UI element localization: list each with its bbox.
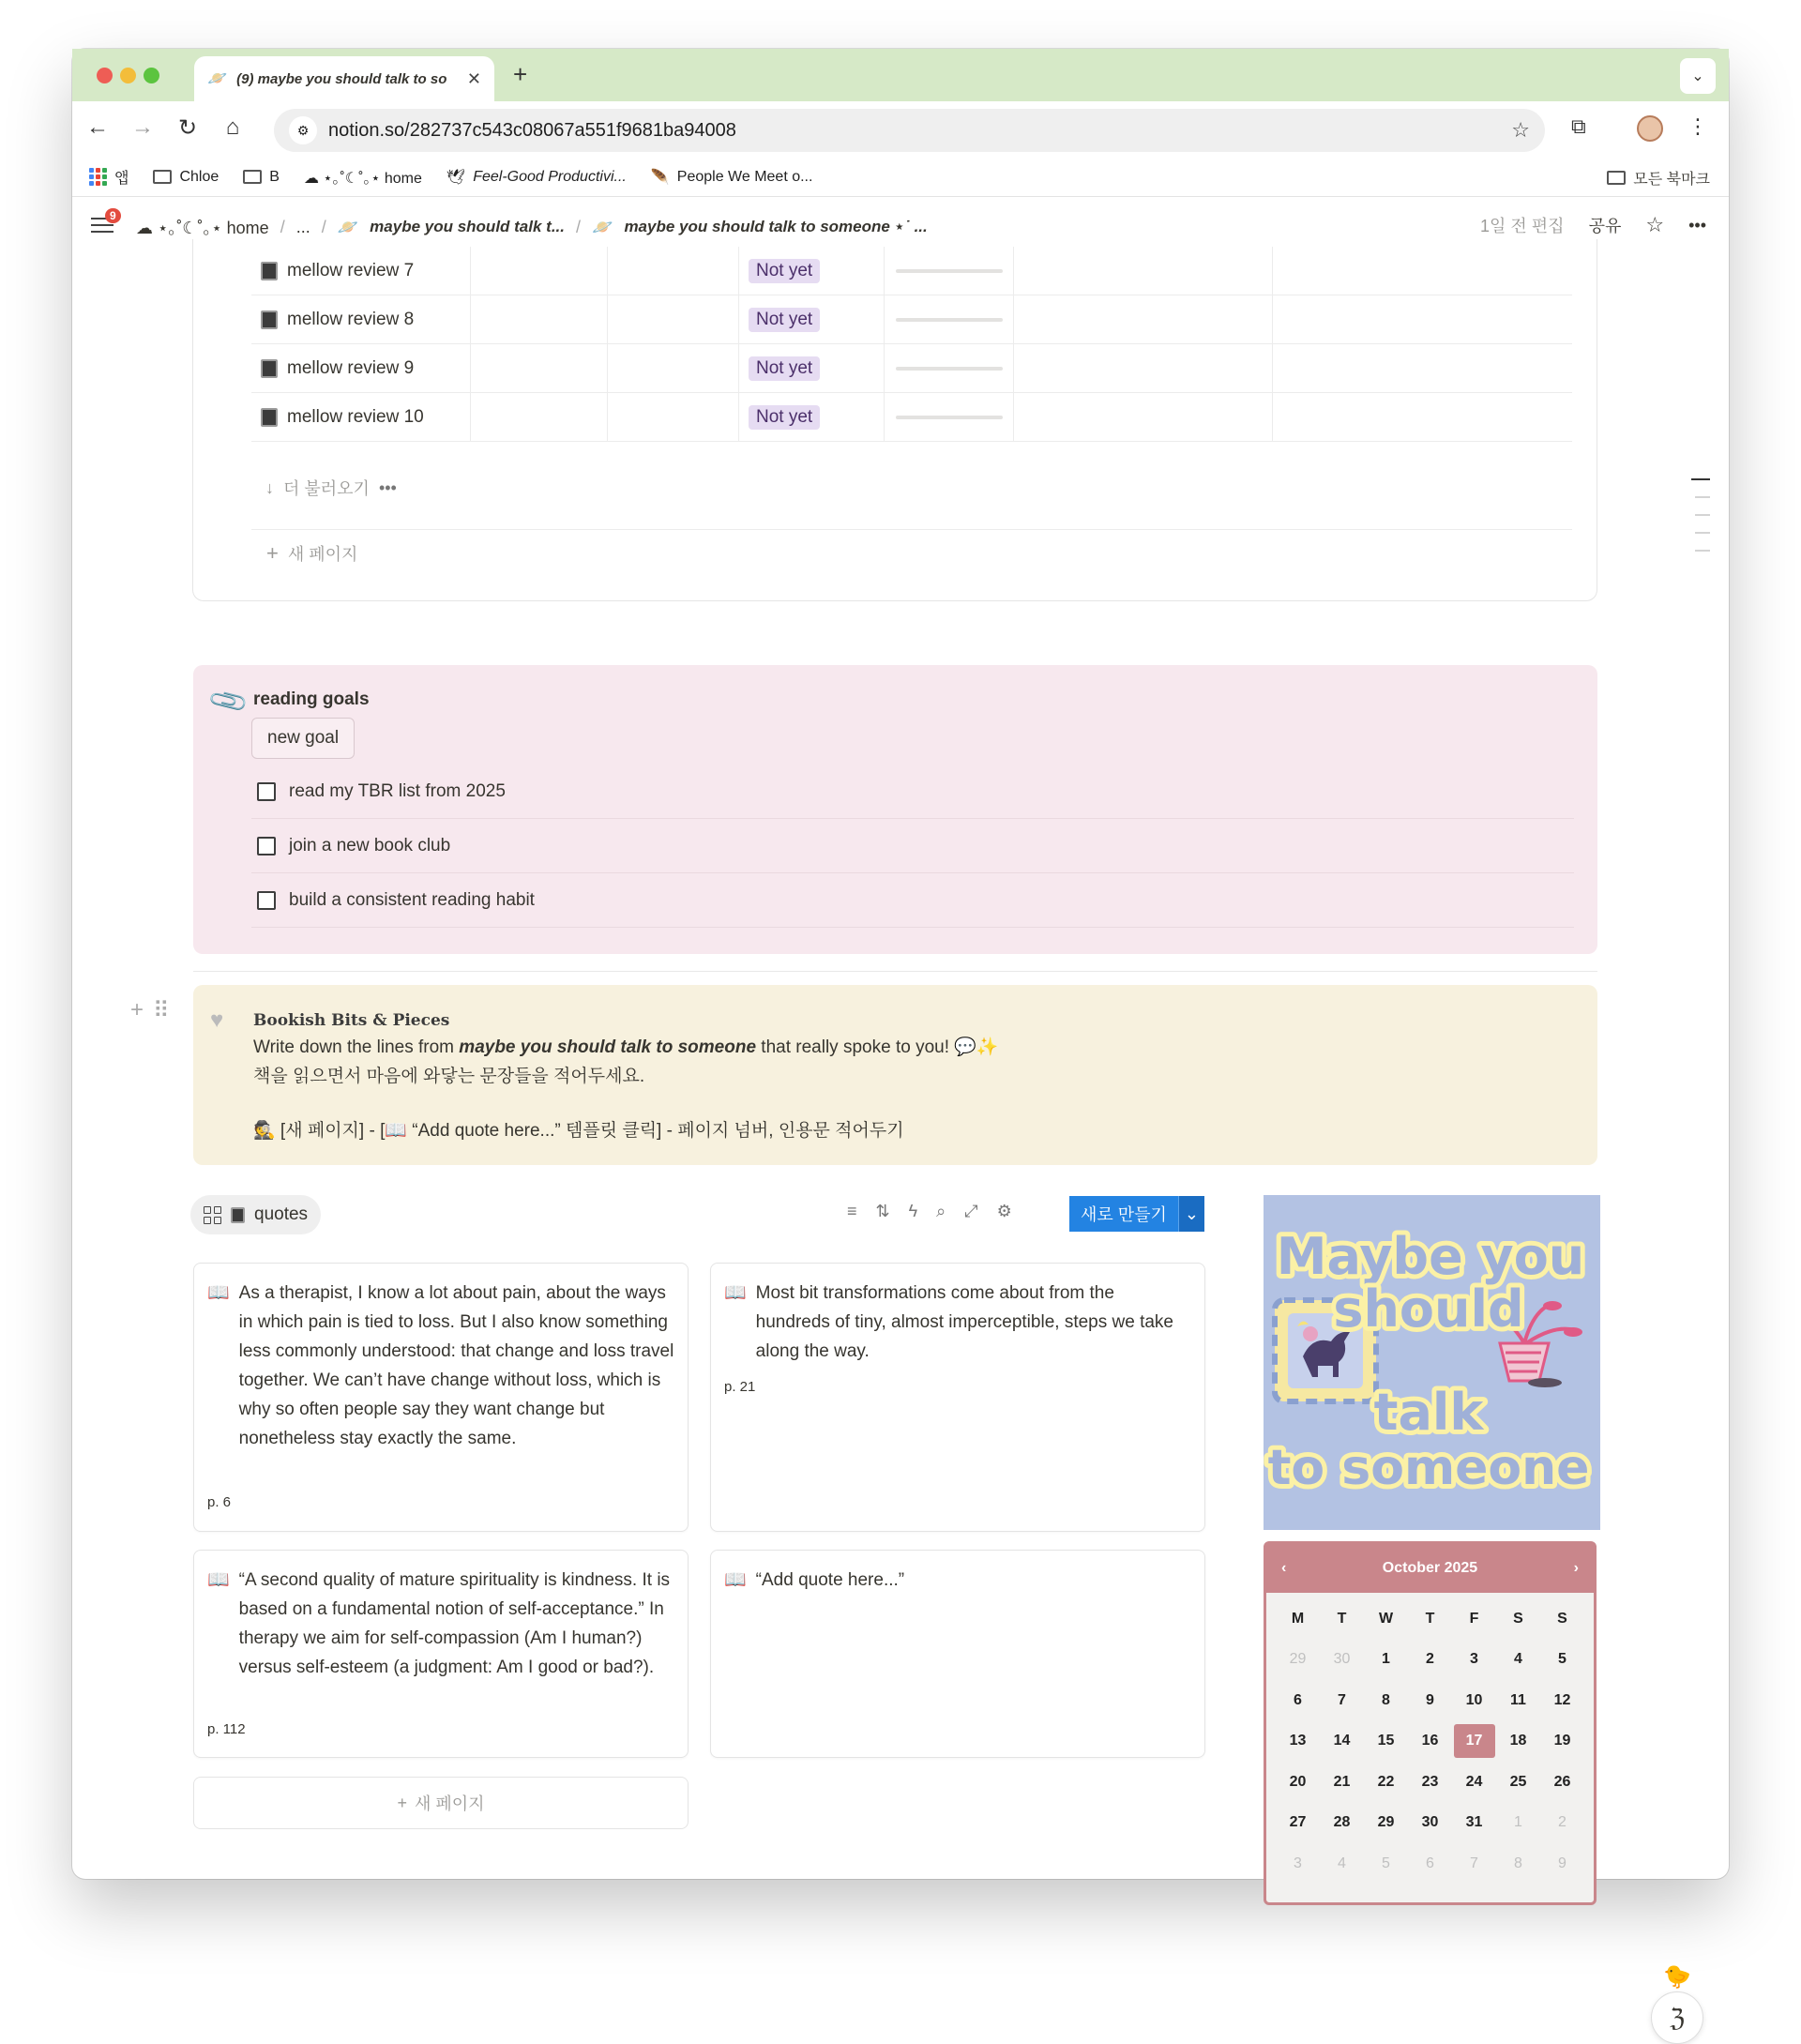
bookmark-apps[interactable]: [89, 166, 129, 188]
bookmark-label: Feel-Good Productivi...: [473, 168, 627, 185]
gallery-toolbar: [847, 1202, 1012, 1221]
book-title-bold: maybe you should talk to someone: [459, 1037, 757, 1057]
quote-text: “A second quality of mature spirituality is kindness. It is based on a fundamental notion of self-acceptance.” In therapy we aim for self-compassion (Am I human?) versus self-esteem (a judgment: Am I good or bad?).: [238, 1570, 671, 1677]
status-badge: Not yet: [749, 259, 820, 283]
todo-item: [251, 765, 1574, 819]
calendar-day[interactable]: 20: [1289, 1773, 1307, 1790]
calendar-day[interactable]: 14: [1333, 1733, 1351, 1749]
next-month-icon[interactable]: ›: [1573, 1560, 1579, 1576]
row-title: mellow review 10: [287, 406, 424, 427]
breadcrumb-separator: /: [576, 217, 582, 236]
breadcrumb-home[interactable]: ☁︎ ⋆｡˚☾˚｡⋆ home: [136, 219, 269, 237]
bookish-line-3: 🕵 [새 페이지] - [📖 “Add quote here...” 템플릿 클릭] - 페이지 넘버, 인용문 적어두기: [253, 1121, 904, 1141]
status-badge: Not yet: [749, 356, 820, 381]
bookmark-home[interactable]: [304, 166, 422, 188]
open-book-icon: 📖: [724, 1570, 747, 1590]
new-page-label: 새 페이지: [287, 544, 358, 564]
calendar-day[interactable]: 8: [1514, 1855, 1522, 1871]
todo-label[interactable]: join a new book club: [289, 835, 451, 855]
duck-icon: 🐤: [1663, 1964, 1691, 1990]
calendar-day[interactable]: 25: [1509, 1773, 1527, 1790]
page-icon: 🪶: [650, 169, 670, 186]
progress-cell[interactable]: [885, 393, 1014, 441]
book-cover-image: [1264, 1195, 1600, 1530]
tab-search-button[interactable]: ⌄: [1680, 58, 1716, 94]
calendar-day[interactable]: 6: [1294, 1691, 1302, 1708]
calendar-day[interactable]: 4: [1514, 1651, 1522, 1668]
gallery-view-label: quotes: [254, 1204, 309, 1224]
card-body: [207, 1566, 676, 1682]
site-settings-icon[interactable]: ⚙: [289, 116, 317, 144]
page-icon: 🪐: [592, 217, 613, 236]
progress-cell[interactable]: [885, 295, 1014, 343]
open-book-icon: 📖: [207, 1283, 230, 1303]
reload-button[interactable]: ↻: [177, 115, 198, 141]
table-cell[interactable]: [471, 295, 608, 343]
calendar-day[interactable]: 2: [1426, 1651, 1434, 1668]
table-cell[interactable]: [608, 247, 739, 295]
calendar-weekday-label: T: [1425, 1610, 1435, 1627]
add-card-label: 새 페이지: [414, 1794, 485, 1813]
page-icon: 🕊: [446, 169, 466, 186]
ai-face-icon: ℨ: [1669, 2003, 1686, 2032]
row-title-cell[interactable]: [251, 393, 471, 441]
calendar-header: [1266, 1544, 1594, 1593]
calendar-month-title: October 2025: [1382, 1560, 1478, 1576]
paperclip-icon: 📎: [206, 679, 250, 723]
quote-card[interactable]: [193, 1550, 689, 1758]
table-cell[interactable]: [1014, 295, 1273, 343]
profile-avatar[interactable]: [1637, 115, 1663, 142]
book-icon: [261, 310, 278, 329]
calendar-weekday-label: F: [1469, 1610, 1479, 1627]
bookmark-folder-b[interactable]: [243, 169, 280, 186]
breadcrumb: [136, 215, 928, 239]
folder-icon: [243, 170, 262, 184]
table-cell[interactable]: [1273, 393, 1572, 441]
todo-item: [251, 873, 1574, 928]
search-icon[interactable]: ⌕: [936, 1202, 946, 1220]
card-body: [724, 1566, 1193, 1595]
quote-text: As a therapist, I know a lot about pain, about the ways in which pain is tied to loss. But I also know something less commonly understood: that change and loss travel together. We can’t have change without loss, which is why so often people say they want change but nonetheless stay exactly the same.: [238, 1283, 674, 1448]
text-span: Write down the lines from: [253, 1037, 460, 1057]
calendar-weekday-label: S: [1513, 1610, 1523, 1627]
more-options-icon[interactable]: •••: [1688, 215, 1706, 235]
settings-sliders-icon[interactable]: ⚙: [996, 1202, 1012, 1220]
plus-icon: +: [266, 540, 279, 565]
table-cell[interactable]: [608, 393, 739, 441]
progress-bar: [896, 318, 1003, 322]
calendar-day[interactable]: 19: [1553, 1733, 1571, 1749]
new-item-button[interactable]: [1069, 1196, 1204, 1232]
table-cell[interactable]: [608, 295, 739, 343]
book-icon: [261, 262, 278, 280]
load-more-button[interactable]: [265, 476, 397, 500]
row-title-cell[interactable]: [251, 247, 471, 295]
calendar-day[interactable]: 4: [1338, 1855, 1346, 1871]
card-body: [724, 1279, 1193, 1366]
progress-bar: [896, 269, 1003, 273]
row-title: mellow review 7: [287, 260, 415, 280]
calendar-day[interactable]: 3: [1294, 1855, 1302, 1871]
block-handles: [130, 997, 170, 1024]
page-number: p. 21: [724, 1379, 756, 1395]
calendar-day[interactable]: 31: [1465, 1814, 1483, 1831]
close-tab-icon[interactable]: ✕: [466, 68, 481, 88]
page-number: p. 6: [207, 1494, 232, 1510]
status-cell[interactable]: [739, 247, 885, 295]
bookmark-people-we-meet[interactable]: [651, 168, 813, 187]
folder-icon: [1607, 171, 1626, 185]
table-row[interactable]: [251, 247, 1572, 295]
load-more-options-icon[interactable]: •••: [378, 477, 397, 497]
todo-checkbox[interactable]: [257, 891, 276, 910]
browser-tab[interactable]: [194, 56, 494, 101]
bookmark-label: ☁︎ ⋆｡˚☾˚｡⋆ home: [303, 171, 422, 187]
status-cell[interactable]: [739, 295, 885, 343]
calendar-day[interactable]: 9: [1426, 1691, 1434, 1708]
calendar-day[interactable]: 7: [1338, 1691, 1346, 1708]
calendar-day[interactable]: 2: [1558, 1814, 1566, 1831]
calendar-weekday-label: W: [1378, 1610, 1394, 1627]
gallery-grid-icon: [204, 1206, 221, 1224]
cover-title-line-4: to someone: [1267, 1440, 1590, 1496]
calendar-weekday-label: M: [1291, 1610, 1305, 1627]
calendar-weekday-label: S: [1557, 1610, 1567, 1627]
topbar-actions: [1480, 213, 1706, 237]
cover-title-line-1: Maybe you: [1276, 1227, 1585, 1286]
bookish-title: Bookish Bits & Pieces: [253, 1011, 450, 1030]
extensions-icon[interactable]: ⧉: [1571, 114, 1586, 138]
status-cell[interactable]: [739, 393, 885, 441]
bookmark-label: Chloe: [179, 168, 219, 185]
bookmark-star-icon[interactable]: ☆: [1511, 118, 1530, 142]
calendar-day[interactable]: 22: [1377, 1773, 1395, 1790]
open-book-icon: 📖: [207, 1570, 230, 1590]
expand-icon[interactable]: ⤢: [964, 1202, 978, 1220]
page-content: [72, 247, 1729, 2032]
breadcrumb-parent[interactable]: maybe you should talk t...: [370, 218, 565, 235]
table-cell[interactable]: [471, 393, 608, 441]
bookmarks-bar: [72, 158, 1729, 197]
book-icon: [261, 359, 278, 378]
quote-text: “Add quote here...”: [755, 1570, 905, 1590]
calendar-day[interactable]: 7: [1470, 1855, 1478, 1871]
folder-icon: [153, 170, 172, 184]
gallery-view-tab[interactable]: [190, 1195, 321, 1234]
favorite-star-icon[interactable]: ☆: [1645, 213, 1665, 236]
drag-handle-icon[interactable]: ⠿: [153, 998, 170, 1023]
calendar-day[interactable]: 1: [1514, 1814, 1522, 1831]
browser-window: [72, 49, 1729, 2032]
row-title: mellow review 8: [287, 309, 415, 329]
page-icon: 🪐: [337, 217, 359, 236]
bookish-line-2: 책을 읽으면서 마음에 와닿는 문장들을 적어두세요.: [253, 1067, 645, 1086]
calendar-day[interactable]: 12: [1553, 1691, 1571, 1708]
calendar-day[interactable]: 21: [1333, 1773, 1351, 1790]
new-item-label[interactable]: 새로 만들기: [1069, 1196, 1178, 1232]
calendar-day[interactable]: 5: [1558, 1651, 1566, 1668]
table-cell[interactable]: [1273, 295, 1572, 343]
bookmark-feel-good[interactable]: [446, 168, 627, 187]
browser-toolbar: [72, 101, 1729, 158]
previous-month-icon[interactable]: ‹: [1281, 1560, 1287, 1576]
title-bar: [72, 49, 1729, 101]
breadcrumb-separator: /: [321, 217, 326, 236]
calendar-day[interactable]: 3: [1470, 1651, 1478, 1668]
calendar-day[interactable]: 26: [1553, 1773, 1571, 1790]
book-icon: [231, 1207, 245, 1223]
new-tab-button[interactable]: +: [513, 60, 528, 88]
todo-checkbox[interactable]: [257, 837, 276, 855]
calendar-day[interactable]: 28: [1333, 1814, 1351, 1831]
row-title-cell[interactable]: [251, 344, 471, 392]
browser-menu-icon[interactable]: ⋮: [1687, 114, 1708, 138]
row-title-cell[interactable]: [251, 295, 471, 343]
calendar-day[interactable]: 8: [1382, 1691, 1390, 1708]
add-gallery-card-button[interactable]: [193, 1777, 689, 1829]
breadcrumb-ellipsis[interactable]: ...: [295, 217, 310, 236]
minimize-window-button[interactable]: [120, 68, 136, 83]
back-button[interactable]: ←: [86, 114, 109, 140]
row-title: mellow review 9: [287, 357, 415, 378]
notion-ai-helper-button[interactable]: [1651, 1991, 1703, 2044]
calendar-day[interactable]: 29: [1289, 1651, 1307, 1668]
forward-button[interactable]: →: [131, 114, 154, 140]
calendar-day[interactable]: 24: [1465, 1773, 1483, 1790]
book-icon: [261, 408, 278, 427]
maximize-window-button[interactable]: [144, 68, 159, 83]
table-cell[interactable]: [471, 344, 608, 392]
filter-icon[interactable]: ≡: [847, 1202, 857, 1220]
calendar-day[interactable]: 18: [1509, 1733, 1527, 1749]
quote-text: Most bit transformations come about from the hundreds of tiny, almost imperceptible, steps we take along the way.: [755, 1283, 1173, 1361]
cover-art-svg: [1264, 1195, 1600, 1530]
heart-icon: ♥: [210, 1007, 224, 1033]
status-badge: Not yet: [749, 308, 820, 332]
new-goal-button[interactable]: new goal: [251, 718, 355, 759]
breadcrumb-separator: /: [280, 217, 285, 236]
notification-badge: 9: [105, 208, 121, 223]
calendar-day[interactable]: 1: [1382, 1651, 1390, 1668]
calendar-grid: [1266, 1593, 1594, 1885]
table-cell[interactable]: [1273, 247, 1572, 295]
progress-bar: [896, 367, 1003, 371]
bookmark-label: B: [269, 168, 280, 185]
calendar-weekday-label: T: [1337, 1610, 1347, 1627]
calendar-day[interactable]: 5: [1382, 1855, 1390, 1871]
tab-favicon-icon: 🪐: [207, 69, 228, 87]
card-body: [207, 1279, 676, 1453]
calendar-day[interactable]: 13: [1289, 1733, 1307, 1749]
bookmark-label: 앱: [114, 171, 129, 187]
table-cell[interactable]: [1273, 344, 1572, 392]
status-badge: Not yet: [749, 405, 820, 430]
table-cell[interactable]: [471, 247, 608, 295]
breadcrumb-current[interactable]: maybe you should talk to someone ⋆˙ ...: [624, 218, 928, 235]
progress-cell[interactable]: [885, 247, 1014, 295]
add-block-icon[interactable]: +: [130, 997, 144, 1022]
new-page-row-button[interactable]: [251, 529, 1572, 576]
todo-checkbox[interactable]: [257, 782, 276, 801]
table-row[interactable]: [251, 393, 1572, 442]
url-text[interactable]: notion.so/282737c543c08067a551f9681ba94008: [328, 119, 736, 141]
calendar-widget: [1264, 1541, 1597, 1905]
reading-goals-callout: [193, 665, 1597, 954]
calendar-day[interactable]: 29: [1377, 1814, 1395, 1831]
home-button[interactable]: ⌂: [225, 114, 240, 140]
calendar-day[interactable]: 11: [1510, 1691, 1526, 1708]
calendar-day[interactable]: 30: [1333, 1651, 1351, 1668]
quote-card[interactable]: [710, 1263, 1205, 1532]
table-row[interactable]: [251, 344, 1572, 393]
calendar-day[interactable]: 15: [1377, 1733, 1395, 1749]
tab-title: (9) maybe you should talk to so: [236, 70, 447, 87]
todo-label[interactable]: read my TBR list from 2025: [289, 780, 506, 801]
calendar-day[interactable]: 30: [1421, 1814, 1439, 1831]
bookish-callout: [193, 985, 1597, 1165]
page-number: p. 112: [207, 1721, 246, 1737]
apps-grid-icon: [89, 168, 107, 186]
sort-icon[interactable]: ⇅: [875, 1202, 890, 1220]
progress-bar: [896, 416, 1003, 419]
quote-card[interactable]: [710, 1550, 1205, 1758]
bookmark-folder-chloe[interactable]: [153, 169, 219, 186]
table-of-contents-minimap[interactable]: [1691, 478, 1710, 568]
table-cell[interactable]: [1014, 393, 1273, 441]
calendar-day[interactable]: 23: [1421, 1773, 1439, 1790]
calendar-day[interactable]: 9: [1558, 1855, 1566, 1871]
text-span: that really spoke to you! 💬✨: [756, 1037, 999, 1057]
bookish-line-1: [253, 1036, 999, 1058]
load-more-label: 더 불러오기: [283, 479, 370, 498]
share-button[interactable]: 공유: [1588, 217, 1622, 235]
cover-title-line-2: should: [1333, 1279, 1524, 1339]
table-cell[interactable]: [608, 344, 739, 392]
all-bookmarks-label: 모든 북마크: [1633, 172, 1710, 188]
calendar-day[interactable]: 10: [1465, 1691, 1483, 1708]
calendar-day[interactable]: 27: [1289, 1814, 1307, 1831]
arrow-down-icon: ↓: [265, 477, 274, 497]
close-window-button[interactable]: [97, 68, 113, 83]
bookmark-label: People We Meet o...: [676, 168, 813, 185]
all-bookmarks[interactable]: [1607, 167, 1710, 189]
calendar-day[interactable]: 16: [1421, 1733, 1439, 1749]
address-bar[interactable]: [274, 109, 1545, 152]
todo-label[interactable]: build a consistent reading habit: [289, 889, 535, 910]
calendar-day-today[interactable]: 17: [1452, 1721, 1496, 1763]
todo-item: [251, 819, 1574, 873]
calendar-day[interactable]: 6: [1426, 1855, 1434, 1871]
table-row[interactable]: [251, 295, 1572, 344]
status-cell[interactable]: [739, 344, 885, 392]
quote-card[interactable]: [193, 1263, 689, 1532]
edited-timestamp[interactable]: 1일 전 편집: [1480, 217, 1565, 235]
cover-title-line-3: talk: [1373, 1383, 1484, 1442]
table-cell[interactable]: [1014, 344, 1273, 392]
reading-goals-title: reading goals: [253, 689, 370, 709]
table-cell[interactable]: [1014, 247, 1273, 295]
automation-bolt-icon[interactable]: ϟ: [908, 1202, 918, 1220]
plus-icon: +: [397, 1793, 407, 1812]
chevron-down-icon[interactable]: ⌄: [1178, 1196, 1204, 1232]
progress-cell[interactable]: [885, 344, 1014, 392]
open-book-icon: 📖: [724, 1283, 747, 1303]
divider: [193, 971, 1597, 972]
